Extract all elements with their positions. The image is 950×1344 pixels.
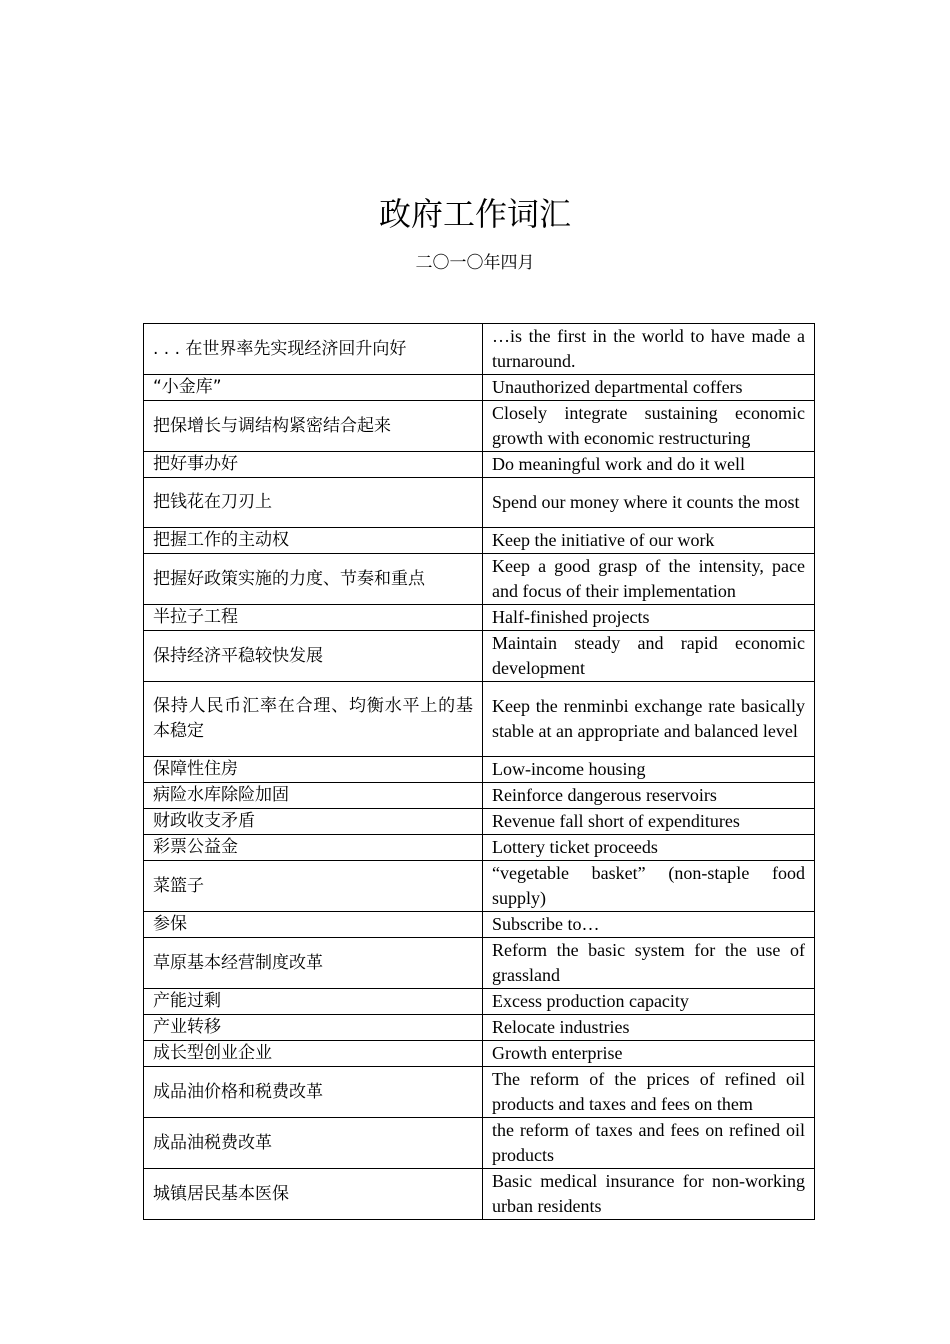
term-chinese: 参保 [144, 912, 483, 938]
glossary-table-body [144, 324, 815, 1220]
table-row [144, 452, 815, 478]
term-chinese: . . . 在世界率先实现经济回升向好 [144, 324, 483, 375]
term-chinese: 彩票公益金 [144, 835, 483, 861]
term-english: Do meaningful work and do it well [483, 452, 815, 478]
term-chinese: 把握工作的主动权 [144, 528, 483, 554]
table-row [144, 401, 815, 452]
term-english: The reform of the prices of refined oil products and taxes and fees on them [483, 1067, 815, 1118]
term-english: Reinforce dangerous reservoirs [483, 783, 815, 809]
term-chinese: 把保增长与调结构紧密结合起来 [144, 401, 483, 452]
table-row [144, 989, 815, 1015]
table-row [144, 809, 815, 835]
term-english: the reform of taxes and fees on refined oil products [483, 1118, 815, 1169]
table-row [144, 835, 815, 861]
table-row [144, 528, 815, 554]
table-row [144, 682, 815, 757]
term-chinese: “小金库” [144, 375, 483, 401]
table-row [144, 1041, 815, 1067]
term-english: Revenue fall short of expenditures [483, 809, 815, 835]
table-row [144, 757, 815, 783]
table-row [144, 605, 815, 631]
term-english: Keep the renminbi exchange rate basically stable at an appropriate and balanced level [483, 682, 815, 757]
term-chinese: 产能过剩 [144, 989, 483, 1015]
term-chinese: 把握好政策实施的力度、节奏和重点 [144, 554, 483, 605]
term-chinese: 半拉子工程 [144, 605, 483, 631]
document-title: 政府工作词汇 [378, 195, 571, 233]
table-row [144, 1067, 815, 1118]
term-english: Closely integrate sustaining economic growth with economic restructuring [483, 401, 815, 452]
term-chinese: 把好事办好 [144, 452, 483, 478]
term-english: “vegetable basket” (non-staple food supply) [483, 861, 815, 912]
term-chinese: 把钱花在刀刃上 [144, 478, 483, 528]
term-english: Maintain steady and rapid economic development [483, 631, 815, 682]
term-chinese: 保持人民币汇率在合理、均衡水平上的基本稳定 [144, 682, 483, 757]
table-row [144, 631, 815, 682]
term-chinese: 保障性住房 [144, 757, 483, 783]
term-chinese: 草原基本经营制度改革 [144, 938, 483, 989]
glossary-table [143, 323, 815, 1220]
term-chinese: 财政收支矛盾 [144, 809, 483, 835]
table-row [144, 783, 815, 809]
table-row [144, 478, 815, 528]
term-english: Keep the initiative of our work [483, 528, 815, 554]
term-chinese: 成品油价格和税费改革 [144, 1067, 483, 1118]
term-english: Subscribe to… [483, 912, 815, 938]
term-english: Growth enterprise [483, 1041, 815, 1067]
table-row [144, 912, 815, 938]
term-english: Relocate industries [483, 1015, 815, 1041]
term-chinese: 产业转移 [144, 1015, 483, 1041]
table-row [144, 938, 815, 989]
term-english: Unauthorized departmental coffers [483, 375, 815, 401]
term-chinese: 病险水库除险加固 [144, 783, 483, 809]
term-english: …is the first in the world to have made a turnaround. [483, 324, 815, 375]
table-row [144, 1169, 815, 1220]
table-row [144, 1015, 815, 1041]
term-english: Spend our money where it counts the most [483, 478, 815, 528]
term-english: Lottery ticket proceeds [483, 835, 815, 861]
table-row [144, 324, 815, 375]
table-row [144, 554, 815, 605]
term-english: Basic medical insurance for non-working urban residents [483, 1169, 815, 1220]
table-row [144, 375, 815, 401]
term-english: Excess production capacity [483, 989, 815, 1015]
document-date: 二〇一〇年四月 [415, 253, 535, 273]
term-chinese: 成长型创业企业 [144, 1041, 483, 1067]
term-chinese: 成品油税费改革 [144, 1118, 483, 1169]
term-english: Half-finished projects [483, 605, 815, 631]
term-english: Keep a good grasp of the intensity, pace and focus of their implementation [483, 554, 815, 605]
term-chinese: 保持经济平稳较快发展 [144, 631, 483, 682]
term-english: Low-income housing [483, 757, 815, 783]
table-row [144, 861, 815, 912]
term-chinese: 城镇居民基本医保 [144, 1169, 483, 1220]
table-row [144, 1118, 815, 1169]
term-english: Reform the basic system for the use of grassland [483, 938, 815, 989]
term-chinese: 菜篮子 [144, 861, 483, 912]
